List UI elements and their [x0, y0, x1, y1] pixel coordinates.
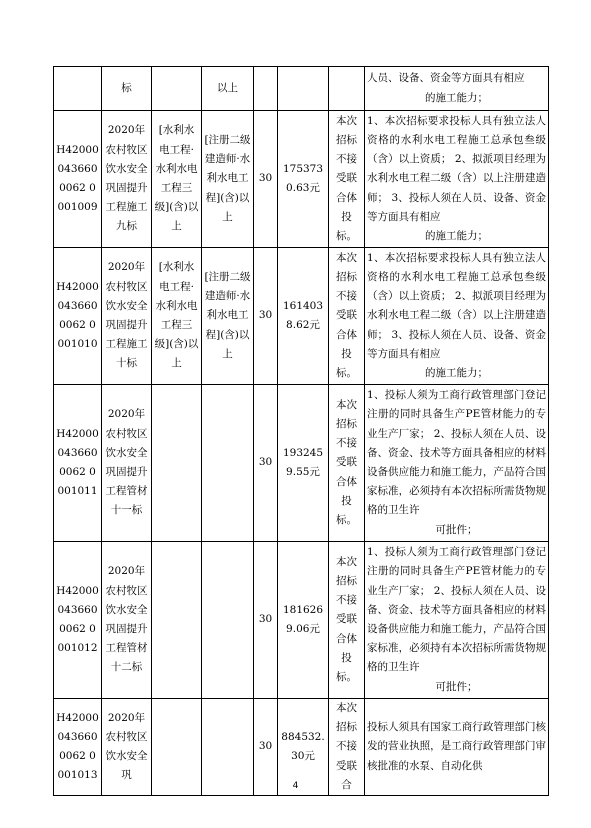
section-name: 2020年农村牧区饮水安全巩固提升工程管材十二标 [102, 542, 152, 699]
section-code: H420000436600062 0001013 [54, 699, 102, 796]
estimated-price: 1816269.06元 [278, 542, 329, 699]
section-code: H420000436600062 0001010 [54, 248, 102, 385]
requirements-text: 人员、设备、资金等方面具有相应 [367, 72, 525, 85]
joint-bid-note: 本次招标不接受联合体投标。 [329, 111, 365, 248]
section-code: H420000436600062 0001012 [54, 542, 102, 699]
bidder-requirements [365, 248, 549, 385]
section-name: 标 [102, 67, 152, 111]
joint-bid-note: 本次招标不接受联合 [329, 699, 365, 796]
requirements-tail: 的施工能力； [425, 367, 488, 379]
personnel-requirement: 以上 [202, 67, 254, 111]
bidder-requirements [365, 111, 549, 248]
joint-bid-note: 本次招标不接受联合体投标。 [329, 542, 365, 699]
tender-table [53, 66, 549, 796]
joint-bid-note: 本次招标不接受联合体投标。 [329, 248, 365, 385]
qualification-requirement [152, 67, 202, 111]
requirements-text: 1、本次招标要求投标人具有独立法人资格的水利水电工程施工总承包叁级（含）以上资质； 2、拟派项目经理为水利水电工程二级（含）以上注册建造师； 3、投标人须在人员、设备、资金等方面具有相应 [367, 251, 546, 360]
qualification-requirement [152, 385, 202, 542]
section-code: H420000436600062 0001009 [54, 111, 102, 248]
joint-bid-note [329, 67, 365, 111]
bidder-requirements [365, 385, 549, 542]
requirements-tail: 可批件； [435, 523, 478, 536]
section-name: 2020年农村牧区饮水安全巩固提升工程施工十标 [102, 248, 152, 385]
requirements-text: 1、投标人须为工商行政管理部门登记注册的同时具备生产PE管材能力的专业生产厂家； 2、投标人须在人员、设备、资金、技术等方面具备相应的材料设备供应能力和施工能力，产品符合国家标准，必须持有本次招标所需货物规格的卫生许 [367, 389, 546, 517]
duration-days: 30 [254, 699, 278, 796]
section-name: 2020年农村牧区饮水安全巩固提升工程施工九标 [102, 111, 152, 248]
table-row [54, 542, 549, 699]
personnel-requirement [202, 542, 254, 699]
bidder-requirements [365, 542, 549, 699]
requirements-tail: 可批件； [435, 680, 478, 693]
qualification-requirement: [水利水电工程·水利水电工程三级](含)以上 [152, 248, 202, 385]
duration-days: 30 [254, 385, 278, 542]
duration-days [254, 67, 278, 111]
table-row [54, 67, 549, 111]
section-name: 2020年农村牧区饮水安全巩 [102, 699, 152, 796]
duration-days: 30 [254, 111, 278, 248]
requirements-tail: 的施工能力； [425, 230, 488, 242]
qualification-requirement [152, 542, 202, 699]
page-number: 4 [292, 781, 299, 791]
requirements-text: 1、本次招标要求投标人具有独立法人资格的水利水电工程施工总承包叁级（含）以上资质； 2、拟派项目经理为水利水电工程二级（含）以上注册建造师； 3、投标人须在人员、设备、资金等方面具有相应 [367, 114, 546, 223]
estimated-price: 1614038.62元 [278, 248, 329, 385]
duration-days: 30 [254, 248, 278, 385]
personnel-requirement: [注册二级建造师·水利水电工程](含)以上 [202, 111, 254, 248]
table-row [54, 385, 549, 542]
table-row [54, 111, 549, 248]
requirements-text: 1、投标人须为工商行政管理部门登记注册的同时具备生产PE管材能力的专业生产厂家； 2、投标人须在人员、设备、资金、技术等方面具备相应的材料设备供应能力和施工能力，产品符合国家标准，必须持有本次招标所需货物规格的卫生许 [367, 546, 546, 674]
qualification-requirement: [水利水电工程·水利水电工程三级](含)以上 [152, 111, 202, 248]
estimated-price [278, 67, 329, 111]
section-code [54, 67, 102, 111]
estimated-price: 884532.30元 [278, 699, 329, 796]
estimated-price: 1932459.55元 [278, 385, 329, 542]
table-row [54, 248, 549, 385]
estimated-price: 1753730.63元 [278, 111, 329, 248]
section-code: H420000436600062 0001011 [54, 385, 102, 542]
joint-bid-note: 本次招标不接受联合体投标。 [329, 385, 365, 542]
personnel-requirement [202, 385, 254, 542]
section-name: 2020年农村牧区饮水安全巩固提升工程管材十一标 [102, 385, 152, 542]
bidder-requirements [365, 67, 549, 111]
requirements-tail: 的施工能力； [425, 91, 488, 104]
requirements-text: 投标人须具有国家工商行政管理部门核发的营业执照，是工商行政管理部门审核批准的水泵、自动化供 [367, 721, 546, 772]
duration-days: 30 [254, 542, 278, 699]
personnel-requirement: [注册二级建造师·水利水电工程](含)以上 [202, 248, 254, 385]
